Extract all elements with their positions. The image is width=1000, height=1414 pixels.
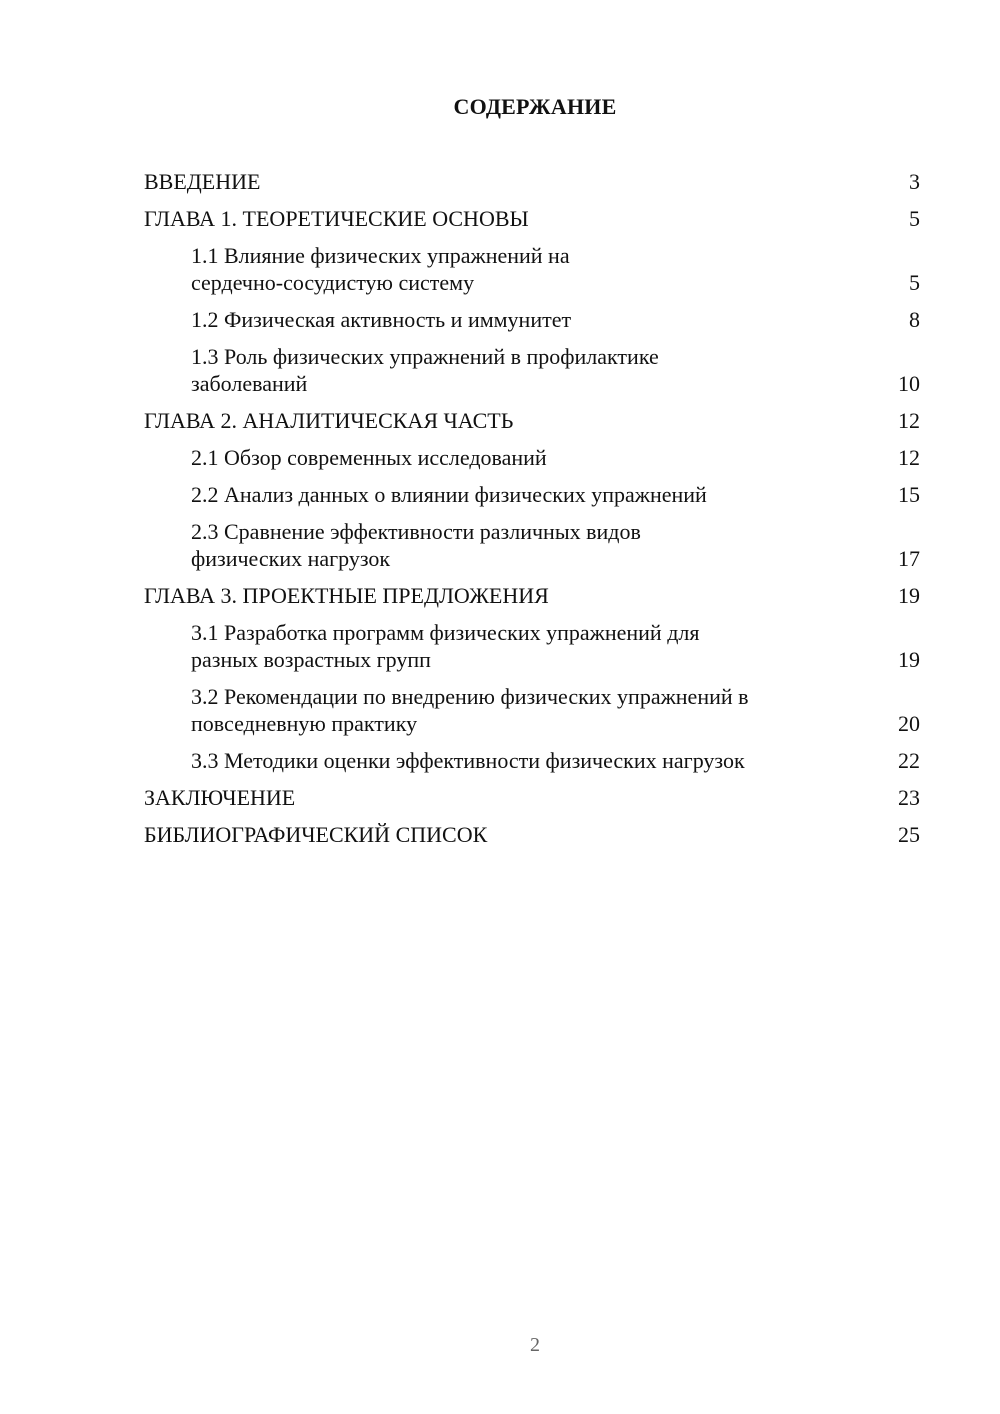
toc-entry-page: 12 [898,445,920,470]
toc-entry-chapter-1[interactable] [144,205,920,232]
toc-entry-label: 3.1 Разработка программ физических упражнений для разных возрастных групп [191,620,700,672]
toc-entry-page: 12 [898,408,920,433]
toc-entry-label: ГЛАВА 2. АНАЛИТИЧЕСКАЯ ЧАСТЬ [144,408,514,433]
toc-title: СОДЕРЖАНИЕ [453,94,617,119]
toc-entry-label: 1.3 Роль физических упражнений в профилактике заболеваний [191,344,659,396]
toc-entry-label: 3.3 Методики оценки эффективности физических нагрузок [191,748,745,773]
toc-entry-page: 10 [898,371,920,396]
toc-entry-label: 2.3 Сравнение эффективности различных видов физических нагрузок [191,519,641,571]
toc-entry-label: 3.2 Рекомендации по внедрению физических упражнений в повседневную практику [191,684,749,736]
toc-entry-bibliography[interactable] [144,821,920,848]
toc-entry-chapter-2[interactable] [144,407,920,434]
toc-entry-section-3-1[interactable] [144,619,920,673]
toc-entry-page: 23 [898,785,920,810]
toc-entry-section-2-2[interactable] [144,481,920,508]
toc-entry-chapter-3[interactable] [144,582,920,609]
toc-entry-page: 15 [898,482,920,507]
toc-entry-label: ЗАКЛЮЧЕНИЕ [144,785,296,810]
toc-entry-section-3-3[interactable] [144,747,920,774]
toc-entry-page: 19 [898,583,920,608]
toc-entry-section-2-3[interactable] [144,518,920,572]
toc-entry-page: 20 [898,711,920,736]
toc-entry-page: 8 [909,307,920,332]
toc-entry-section-2-1[interactable] [144,444,920,471]
toc-entry-section-1-1[interactable] [144,242,920,296]
toc-entry-label: ГЛАВА 3. ПРОЕКТНЫЕ ПРЕДЛОЖЕНИЯ [144,583,549,608]
toc-entry-page: 17 [898,546,920,571]
toc-entry-introduction[interactable] [144,168,920,195]
toc-entry-label: 1.2 Физическая активность и иммунитет [191,307,572,332]
toc-entry-section-3-2[interactable] [144,683,920,737]
toc-entry-page: 5 [909,206,920,231]
toc-entry-page: 3 [909,169,920,194]
table-of-contents [144,168,920,858]
toc-entry-label: 1.1 Влияние физических упражнений на сердечно-сосудистую систему [191,243,570,295]
page-number: 2 [530,1334,540,1356]
toc-entry-label: ГЛАВА 1. ТЕОРЕТИЧЕСКИЕ ОСНОВЫ [144,206,529,231]
toc-entry-section-1-3[interactable] [144,343,920,397]
toc-entry-page: 19 [898,647,920,672]
toc-entry-conclusion[interactable] [144,784,920,811]
toc-entry-page: 5 [909,270,920,295]
toc-entry-page: 25 [898,822,920,847]
toc-entry-label: ВВЕДЕНИЕ [144,169,261,194]
toc-entry-section-1-2[interactable] [144,306,920,333]
toc-entry-page: 22 [898,748,920,773]
toc-entry-label: 2.2 Анализ данных о влиянии физических упражнений [191,482,707,507]
toc-entry-label: 2.1 Обзор современных исследований [191,445,547,470]
toc-entry-label: БИБЛИОГРАФИЧЕСКИЙ СПИСОК [144,822,488,847]
